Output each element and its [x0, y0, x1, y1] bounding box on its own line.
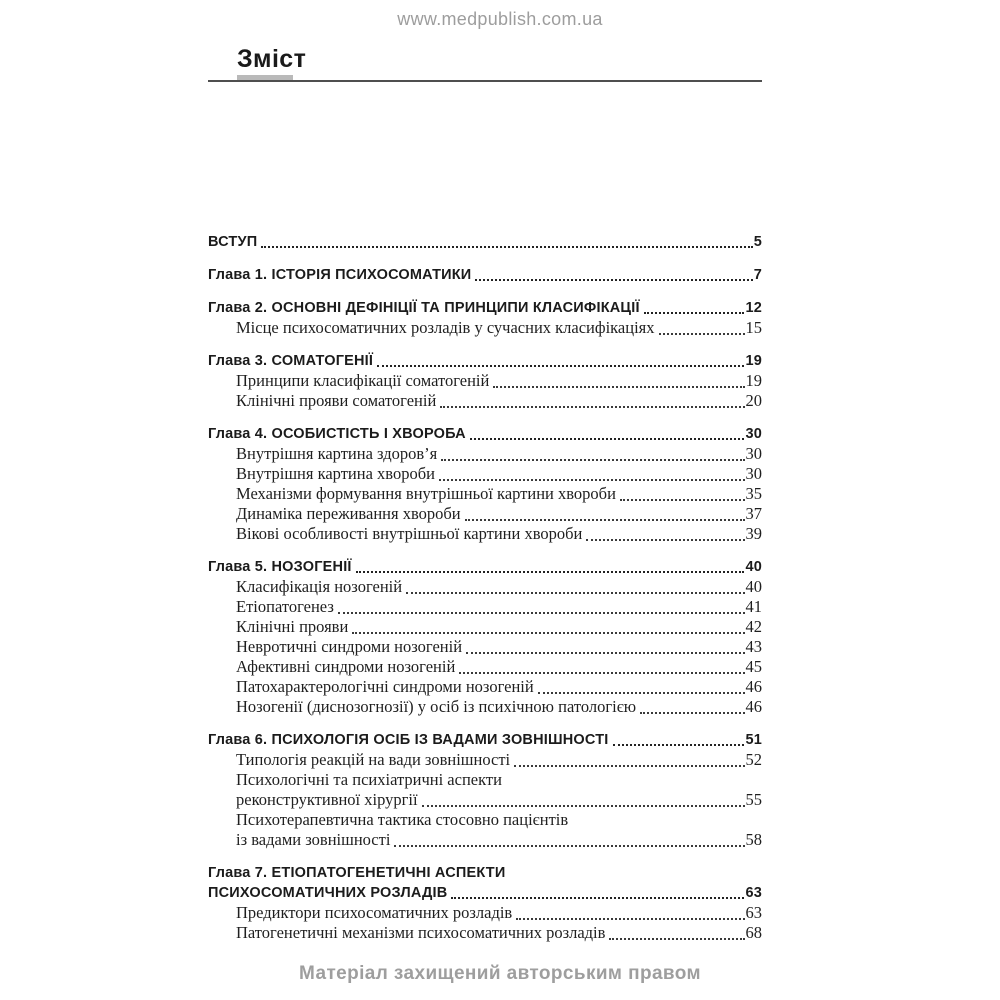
toc-entry-text: Класифікація нозогеній	[236, 577, 403, 596]
dot-leader	[261, 246, 752, 248]
toc-line	[208, 557, 762, 577]
dot-leader	[516, 918, 744, 920]
toc-chapter-entry	[208, 232, 762, 252]
toc-entry-text: Внутрішня картина здоров’я	[236, 444, 438, 463]
toc-chapter-entry	[208, 298, 762, 318]
toc-sub-entry	[208, 657, 762, 677]
toc-sub-entry	[208, 617, 762, 637]
toc-sub-entry	[208, 371, 762, 391]
title-rule	[208, 80, 762, 82]
toc-sub-entry	[208, 524, 762, 544]
title-rule-accent	[237, 75, 293, 80]
page-number: 12	[745, 300, 762, 316]
page-number: 20	[745, 391, 762, 410]
toc-line	[208, 371, 762, 391]
page-number: 46	[745, 677, 762, 696]
toc-entry-text: Нозогенії (диснозогнозії) у осіб із психічною патологією	[236, 697, 637, 716]
toc-line	[208, 318, 762, 338]
toc-entry-text: Глава 3. СОМАТОГЕНІЇ	[208, 353, 374, 369]
toc-chapter-entry	[208, 557, 762, 577]
toc-page-content	[208, 0, 762, 943]
toc-entry-text: Вікові особливості внутрішньої картини хвороби	[236, 524, 583, 543]
page-number: 58	[745, 830, 762, 849]
dot-leader	[466, 652, 744, 654]
page-number: 55	[745, 790, 762, 809]
toc-sub-entry	[208, 637, 762, 657]
toc-line	[208, 424, 762, 444]
toc-line	[208, 863, 762, 883]
dot-leader	[338, 612, 745, 614]
dot-leader	[609, 938, 744, 940]
page-number: 39	[745, 524, 762, 543]
toc-entry-text: реконструктивної хірургії	[236, 790, 418, 809]
toc-line	[208, 883, 762, 903]
toc-sub-entry	[208, 923, 762, 943]
dot-leader	[514, 765, 744, 767]
toc-entry-text: Динаміка переживання хвороби	[236, 504, 461, 523]
toc-entry-text: Психотерапевтична тактика стосовно пацієнтів	[236, 810, 569, 829]
toc-line	[208, 903, 762, 923]
page-number: 30	[745, 426, 762, 442]
toc-sub-entry	[208, 810, 762, 850]
dot-leader	[613, 744, 745, 746]
page-number: 35	[745, 484, 762, 503]
page-number: 30	[745, 444, 762, 463]
toc-sub-entry	[208, 903, 762, 923]
dot-leader	[459, 672, 744, 674]
toc-line	[208, 351, 762, 371]
toc-entry-text: Патохарактерологічні синдроми нозогеній	[236, 677, 534, 696]
copyright-notice: Матеріал захищений авторським правом	[299, 963, 701, 984]
page-number: 40	[745, 577, 762, 596]
toc-chapter-entry	[208, 730, 762, 750]
toc-sub-entry	[208, 318, 762, 338]
toc-sub-entry	[208, 750, 762, 770]
toc-sub-entry	[208, 597, 762, 617]
toc-entry-text: Етіопатогенез	[236, 597, 334, 616]
toc-line	[208, 770, 762, 790]
page-number: 7	[753, 267, 762, 283]
toc-line	[208, 597, 762, 617]
page-number: 46	[745, 697, 762, 716]
toc-line	[208, 232, 762, 252]
toc-entry-text: Глава 4. ОСОБИСТІСТЬ І ХВОРОБА	[208, 426, 466, 442]
dot-leader	[644, 312, 745, 314]
toc-chapter-entry	[208, 863, 762, 903]
page-number: 63	[745, 903, 762, 922]
toc-chapter-entry	[208, 424, 762, 444]
toc-line	[208, 923, 762, 943]
toc-entry-text: Патогенетичні механізми психосоматичних розладів	[236, 923, 606, 942]
toc-entry-text: із вадами зовнішності	[236, 830, 391, 849]
toc-line	[208, 391, 762, 411]
dot-leader	[356, 571, 745, 573]
toc-entry-text: Місце психосоматичних розладів у сучасних класифікаціях	[236, 318, 655, 337]
page-number: 15	[745, 318, 762, 337]
toc-sub-entry	[208, 484, 762, 504]
toc-entry-text: Клінічні прояви	[236, 617, 349, 636]
toc-chapter-entry	[208, 265, 762, 285]
dot-leader	[620, 499, 745, 501]
toc-line	[208, 730, 762, 750]
toc-entry-text: Невротичні синдроми нозогеній	[236, 637, 463, 656]
toc-line	[208, 265, 762, 285]
page-number: 40	[745, 559, 762, 575]
toc-entry-text: Клінічні прояви соматогеній	[236, 391, 437, 410]
page-number: 30	[745, 464, 762, 483]
toc-line	[208, 677, 762, 697]
toc-entry-text: Типологія реакцій на вади зовнішності	[236, 750, 511, 769]
toc-sub-entry	[208, 577, 762, 597]
toc-entry-text: Глава 7. ЕТІОПАТОГЕНЕТИЧНІ АСПЕКТИ	[208, 865, 506, 881]
dot-leader	[439, 479, 745, 481]
toc-entry-text: Принципи класифікації соматогеній	[236, 371, 490, 390]
dot-leader	[538, 692, 745, 694]
toc-list	[208, 232, 762, 943]
toc-line	[208, 444, 762, 464]
dot-leader	[440, 406, 744, 408]
toc-line	[208, 697, 762, 717]
toc-line	[208, 484, 762, 504]
toc-line	[208, 577, 762, 597]
page-number: 63	[745, 885, 762, 901]
toc-line	[208, 750, 762, 770]
dot-leader	[441, 459, 744, 461]
toc-sub-entry	[208, 464, 762, 484]
toc-entry-text: ВСТУП	[208, 234, 258, 250]
toc-chapter-entry	[208, 351, 762, 371]
dot-leader	[475, 279, 752, 281]
page-number: 37	[745, 504, 762, 523]
page-number: 42	[745, 617, 762, 636]
toc-line	[208, 464, 762, 484]
dot-leader	[465, 519, 745, 521]
toc-entry-text: Внутрішня картина хвороби	[236, 464, 435, 483]
toc-entry-text: Предиктори психосоматичних розладів	[236, 903, 513, 922]
toc-sub-entry	[208, 391, 762, 411]
page-number: 68	[745, 923, 762, 942]
watermark-url: www.medpublish.com.ua	[397, 9, 603, 29]
page-number: 51	[745, 732, 762, 748]
page-number: 19	[745, 353, 762, 369]
page-title: Зміст	[237, 45, 307, 73]
page-number: 45	[745, 657, 762, 676]
page-number: 19	[745, 371, 762, 390]
toc-line	[208, 298, 762, 318]
dot-leader	[640, 712, 744, 714]
toc-entry-text: Механізми формування внутрішньої картини хвороби	[236, 484, 616, 503]
toc-entry-text: Глава 2. ОСНОВНІ ДЕФІНІЦІЇ ТА ПРИНЦИПИ КЛАСИФІКАЦІЇ	[208, 300, 640, 316]
dot-leader	[470, 438, 745, 440]
toc-line	[208, 657, 762, 677]
toc-sub-entry	[208, 697, 762, 717]
toc-line	[208, 524, 762, 544]
toc-sub-entry	[208, 444, 762, 464]
page-number: 5	[753, 234, 762, 250]
dot-leader	[377, 365, 744, 367]
toc-line	[208, 504, 762, 524]
toc-line	[208, 617, 762, 637]
toc-entry-text: Глава 1. ІСТОРІЯ ПСИХОСОМАТИКИ	[208, 267, 472, 283]
page-number: 43	[745, 637, 762, 656]
toc-entry-text: Глава 5. НОЗОГЕНІЇ	[208, 559, 352, 575]
dot-leader	[586, 539, 744, 541]
toc-entry-text: ПСИХОСОМАТИЧНИХ РОЗЛАДІВ	[208, 885, 448, 901]
toc-entry-text: Глава 6. ПСИХОЛОГІЯ ОСІБ ІЗ ВАДАМИ ЗОВНІШНОСТІ	[208, 732, 609, 748]
toc-sub-entry	[208, 677, 762, 697]
page-number: 41	[745, 597, 762, 616]
toc-line	[208, 830, 762, 850]
dot-leader	[493, 386, 744, 388]
dot-leader	[451, 897, 744, 899]
dot-leader	[394, 845, 744, 847]
toc-entry-text: Психологічні та психіатричні аспекти	[236, 770, 502, 789]
dot-leader	[352, 632, 744, 634]
toc-line	[208, 637, 762, 657]
toc-entry-text: Афективні синдроми нозогеній	[236, 657, 456, 676]
toc-line	[208, 790, 762, 810]
toc-sub-entry	[208, 504, 762, 524]
toc-line	[208, 810, 762, 830]
dot-leader	[422, 805, 745, 807]
dot-leader	[406, 592, 744, 594]
page-number: 52	[745, 750, 762, 769]
toc-sub-entry	[208, 770, 762, 810]
dot-leader	[659, 333, 745, 335]
